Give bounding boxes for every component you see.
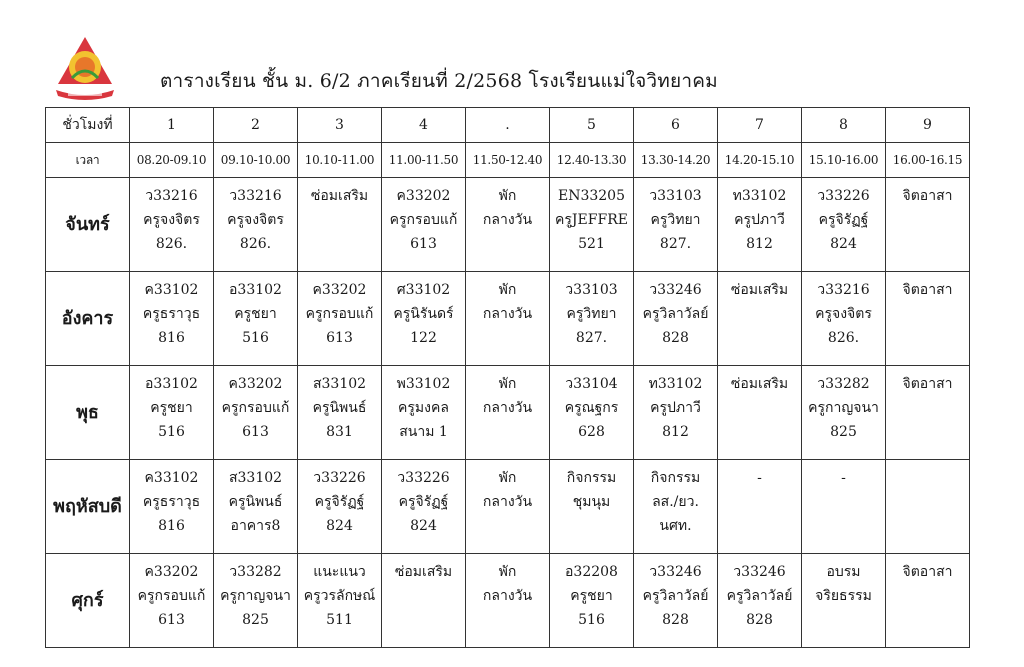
subject-code: อ32208: [565, 564, 618, 580]
schedule-cell: [214, 272, 298, 366]
schedule-cell: [382, 460, 466, 554]
schedule-cell: [466, 366, 550, 460]
period-time: 09.10-10.00: [214, 143, 298, 178]
period-number: 4: [382, 108, 466, 143]
schedule-cell: [634, 366, 718, 460]
subject-code: ว33282: [817, 376, 870, 392]
teacher-name: ครูกาญจนา: [220, 588, 291, 604]
schedule-cell: [382, 366, 466, 460]
room-number: 827.: [659, 236, 692, 252]
page-title: ตารางเรียน ชั้น ม. 6/2 ภาคเรียนที่ 2/2568 โรงเรียนแม่ใจวิทยาคม: [160, 70, 718, 92]
room-number: 511: [326, 612, 353, 628]
subject-code: ท33102: [648, 376, 703, 392]
subject-code: กิจกรรม: [650, 470, 701, 486]
subject-code: พัก: [498, 470, 517, 486]
subject-code: ค33202: [228, 376, 283, 392]
subject-code: ว33104: [565, 376, 618, 392]
subject-code: ว33216: [817, 282, 870, 298]
period-number: 8: [802, 108, 886, 143]
time-label: เวลา: [46, 143, 130, 178]
period-time: 11.50-12.40: [466, 143, 550, 178]
room-number: 826.: [155, 236, 188, 252]
room-number: 828: [662, 330, 689, 346]
schedule-cell: [466, 178, 550, 272]
schedule-cell: [550, 366, 634, 460]
room-number: 613: [242, 424, 269, 440]
teacher-name: ครูวิลาวัลย์: [642, 588, 709, 604]
schedule-cell: [214, 178, 298, 272]
period-number: 7: [718, 108, 802, 143]
subject-code: EN33205: [557, 188, 625, 204]
room-number: 812: [746, 236, 773, 252]
schedule-cell: [466, 272, 550, 366]
subject-code: จิตอาสา: [902, 376, 953, 392]
room-number: 521: [578, 236, 605, 252]
timetable: [45, 107, 970, 648]
period-number: 6: [634, 108, 718, 143]
room-number: 828: [662, 612, 689, 628]
teacher-name: ครูมงคล: [398, 400, 449, 416]
teacher-name: ครูปภาวี: [734, 212, 785, 228]
room-number: สนาม 1: [399, 424, 448, 440]
subject-code: ว33103: [565, 282, 618, 298]
teacher-name: กลางวัน: [482, 400, 533, 416]
teacher-name: ครูกรอบแก้: [221, 400, 290, 416]
teacher-name: ครูจิรัฏฐ์: [314, 494, 365, 510]
schedule-cell: [466, 460, 550, 554]
day-name: จันทร์: [46, 178, 130, 272]
schedule-cell: [886, 460, 970, 554]
teacher-name: กลางวัน: [482, 588, 533, 604]
room-number: 816: [158, 330, 185, 346]
subject-code: ว33226: [313, 470, 366, 486]
teacher-name: ครูชยา: [234, 306, 277, 322]
room-number: 831: [326, 424, 353, 440]
period-number: .: [466, 108, 550, 143]
room-number: นศท.: [659, 518, 692, 534]
schedule-cell: [130, 554, 214, 648]
room-number: 827.: [575, 330, 608, 346]
teacher-name: ครูจงจิตร: [815, 306, 872, 322]
teacher-name: ครูวรลักษณ์: [303, 588, 376, 604]
teacher-name: กลางวัน: [482, 494, 533, 510]
room-number: 828: [746, 612, 773, 628]
schedule-cell: [886, 554, 970, 648]
teacher-name: ชุมนุม: [572, 494, 611, 510]
subject-code: ว33282: [229, 564, 282, 580]
subject-code: ซ่อมเสริม: [730, 376, 789, 392]
schedule-cell: [382, 178, 466, 272]
subject-code: ซ่อมเสริม: [310, 188, 369, 204]
room-number: 824: [326, 518, 353, 534]
subject-code: กิจกรรม: [566, 470, 617, 486]
room-number: 613: [410, 236, 437, 252]
subject-code: ว33226: [817, 188, 870, 204]
room-number: 824: [830, 236, 857, 252]
schedule-cell: [718, 178, 802, 272]
schedule-cell: [298, 554, 382, 648]
subject-code: -: [841, 470, 846, 486]
room-number: 516: [158, 424, 185, 440]
schedule-cell: [298, 366, 382, 460]
schedule-cell: [214, 554, 298, 648]
subject-code: ว33246: [649, 282, 702, 298]
schedule-cell: [718, 460, 802, 554]
day-row: [46, 178, 970, 272]
period-time: 11.00-11.50: [382, 143, 466, 178]
room-number: 516: [578, 612, 605, 628]
room-number: 826.: [827, 330, 860, 346]
teacher-name: ครูจงจิตร: [143, 212, 200, 228]
subject-code: พัก: [498, 282, 517, 298]
day-name: พุธ: [46, 366, 130, 460]
subject-code: แนะแนว: [313, 564, 366, 580]
room-number: 825: [830, 424, 857, 440]
period-number: 1: [130, 108, 214, 143]
room-number: 825: [242, 612, 269, 628]
schedule-cell: [802, 554, 886, 648]
period-time: 13.30-14.20: [634, 143, 718, 178]
period-time: 08.20-09.10: [130, 143, 214, 178]
period-label: ชั่วโมงที่: [46, 108, 130, 143]
subject-code: พัก: [498, 376, 517, 392]
schedule-cell: [214, 460, 298, 554]
schedule-cell: [550, 178, 634, 272]
schedule-cell: [550, 272, 634, 366]
day-row: [46, 366, 970, 460]
subject-code: ซ่อมเสริม: [394, 564, 453, 580]
period-time: 12.40-13.30: [550, 143, 634, 178]
teacher-name: ลส./ยว.: [652, 494, 699, 510]
teacher-name: ครูกาญจนา: [808, 400, 879, 416]
schedule-cell: [718, 272, 802, 366]
schedule-cell: [466, 554, 550, 648]
day-row: [46, 554, 970, 648]
subject-code: พัก: [498, 188, 517, 204]
subject-code: ว33216: [145, 188, 198, 204]
schedule-cell: [550, 554, 634, 648]
period-time: 15.10-16.00: [802, 143, 886, 178]
schedule-cell: [634, 554, 718, 648]
teacher-name: ครูวิลาวัลย์: [726, 588, 793, 604]
subject-code: พ33102: [396, 376, 451, 392]
schedule-cell: [634, 178, 718, 272]
subject-code: ค33102: [144, 470, 199, 486]
room-number: 516: [242, 330, 269, 346]
subject-code: จิตอาสา: [902, 282, 953, 298]
day-name: พฤหัสบดี: [46, 460, 130, 554]
subject-code: ว33246: [733, 564, 786, 580]
period-number: 5: [550, 108, 634, 143]
room-number: 613: [158, 612, 185, 628]
room-number: 816: [158, 518, 185, 534]
subject-code: ว33216: [229, 188, 282, 204]
subject-code: ว33246: [649, 564, 702, 580]
subject-code: ศ33102: [396, 282, 451, 298]
teacher-name: ครูธราวุธ: [142, 494, 201, 510]
teacher-name: จริยธรรม: [815, 588, 872, 604]
teacher-name: ครูจิรัฏฐ์: [398, 494, 449, 510]
room-number: 613: [326, 330, 353, 346]
day-row: [46, 460, 970, 554]
day-row: [46, 272, 970, 366]
schedule-cell: [802, 178, 886, 272]
room-number: 826.: [239, 236, 272, 252]
schedule-cell: [130, 460, 214, 554]
teacher-name: ครูวิลาวัลย์: [642, 306, 709, 322]
school-emblem-icon: [50, 34, 120, 104]
teacher-name: ครูจิรัฏฐ์: [818, 212, 869, 228]
period-time: 14.20-15.10: [718, 143, 802, 178]
teacher-name: กลางวัน: [482, 306, 533, 322]
subject-code: พัก: [498, 564, 517, 580]
teacher-name: ครูณฐกร: [564, 400, 619, 416]
period-number: 2: [214, 108, 298, 143]
schedule-cell: [298, 272, 382, 366]
subject-code: อ33102: [145, 376, 198, 392]
schedule-cell: [214, 366, 298, 460]
teacher-name: ครูวิทยา: [566, 306, 617, 322]
schedule-cell: [298, 178, 382, 272]
schedule-cell: [550, 460, 634, 554]
teacher-name: ครูชยา: [150, 400, 193, 416]
teacher-name: ครูนิรันดร์: [393, 306, 454, 322]
teacher-name: ครูวิทยา: [650, 212, 701, 228]
subject-code: ท33102: [732, 188, 787, 204]
schedule-cell: [802, 366, 886, 460]
room-number: อาคาร8: [230, 518, 281, 534]
teacher-name: ครูนิพนธ์: [312, 400, 367, 416]
subject-code: ค33202: [144, 564, 199, 580]
teacher-name: ครูJEFFRE: [555, 212, 628, 228]
day-name: อังคาร: [46, 272, 130, 366]
teacher-name: ครูกรอบแก้: [389, 212, 458, 228]
subject-code: ค33202: [396, 188, 451, 204]
period-header-row: [46, 108, 970, 143]
period-number: 9: [886, 108, 970, 143]
teacher-name: ครูชยา: [570, 588, 613, 604]
subject-code: ว33226: [397, 470, 450, 486]
schedule-cell: [718, 366, 802, 460]
schedule-cell: [718, 554, 802, 648]
room-number: 628: [578, 424, 605, 440]
subject-code: -: [757, 470, 762, 486]
schedule-cell: [802, 460, 886, 554]
subject-code: ค33202: [312, 282, 367, 298]
schedule-cell: [298, 460, 382, 554]
period-number: 3: [298, 108, 382, 143]
schedule-cell: [130, 272, 214, 366]
teacher-name: ครูนิพนธ์: [228, 494, 283, 510]
subject-code: ซ่อมเสริม: [730, 282, 789, 298]
time-header-row: [46, 143, 970, 178]
teacher-name: กลางวัน: [482, 212, 533, 228]
period-time: 10.10-11.00: [298, 143, 382, 178]
subject-code: ส33102: [312, 376, 367, 392]
room-number: 812: [662, 424, 689, 440]
schedule-cell: [634, 272, 718, 366]
schedule-cell: [382, 554, 466, 648]
teacher-name: ครูกรอบแก้: [305, 306, 374, 322]
teacher-name: ครูปภาวี: [650, 400, 701, 416]
teacher-name: ครูกรอบแก้: [137, 588, 206, 604]
teacher-name: ครูธราวุธ: [142, 306, 201, 322]
schedule-cell: [886, 272, 970, 366]
teacher-name: ครูจงจิตร: [227, 212, 284, 228]
schedule-cell: [382, 272, 466, 366]
schedule-cell: [130, 178, 214, 272]
subject-code: ค33102: [144, 282, 199, 298]
room-number: 122: [410, 330, 437, 346]
subject-code: จิตอาสา: [902, 188, 953, 204]
day-name: ศุกร์: [46, 554, 130, 648]
period-time: 16.00-16.15: [886, 143, 970, 178]
schedule-cell: [634, 460, 718, 554]
schedule-cell: [802, 272, 886, 366]
room-number: 824: [410, 518, 437, 534]
schedule-cell: [886, 178, 970, 272]
subject-code: จิตอาสา: [902, 564, 953, 580]
schedule-cell: [886, 366, 970, 460]
subject-code: อบรม: [826, 564, 861, 580]
subject-code: อ33102: [229, 282, 282, 298]
subject-code: ว33103: [649, 188, 702, 204]
schedule-cell: [130, 366, 214, 460]
subject-code: ส33102: [228, 470, 283, 486]
